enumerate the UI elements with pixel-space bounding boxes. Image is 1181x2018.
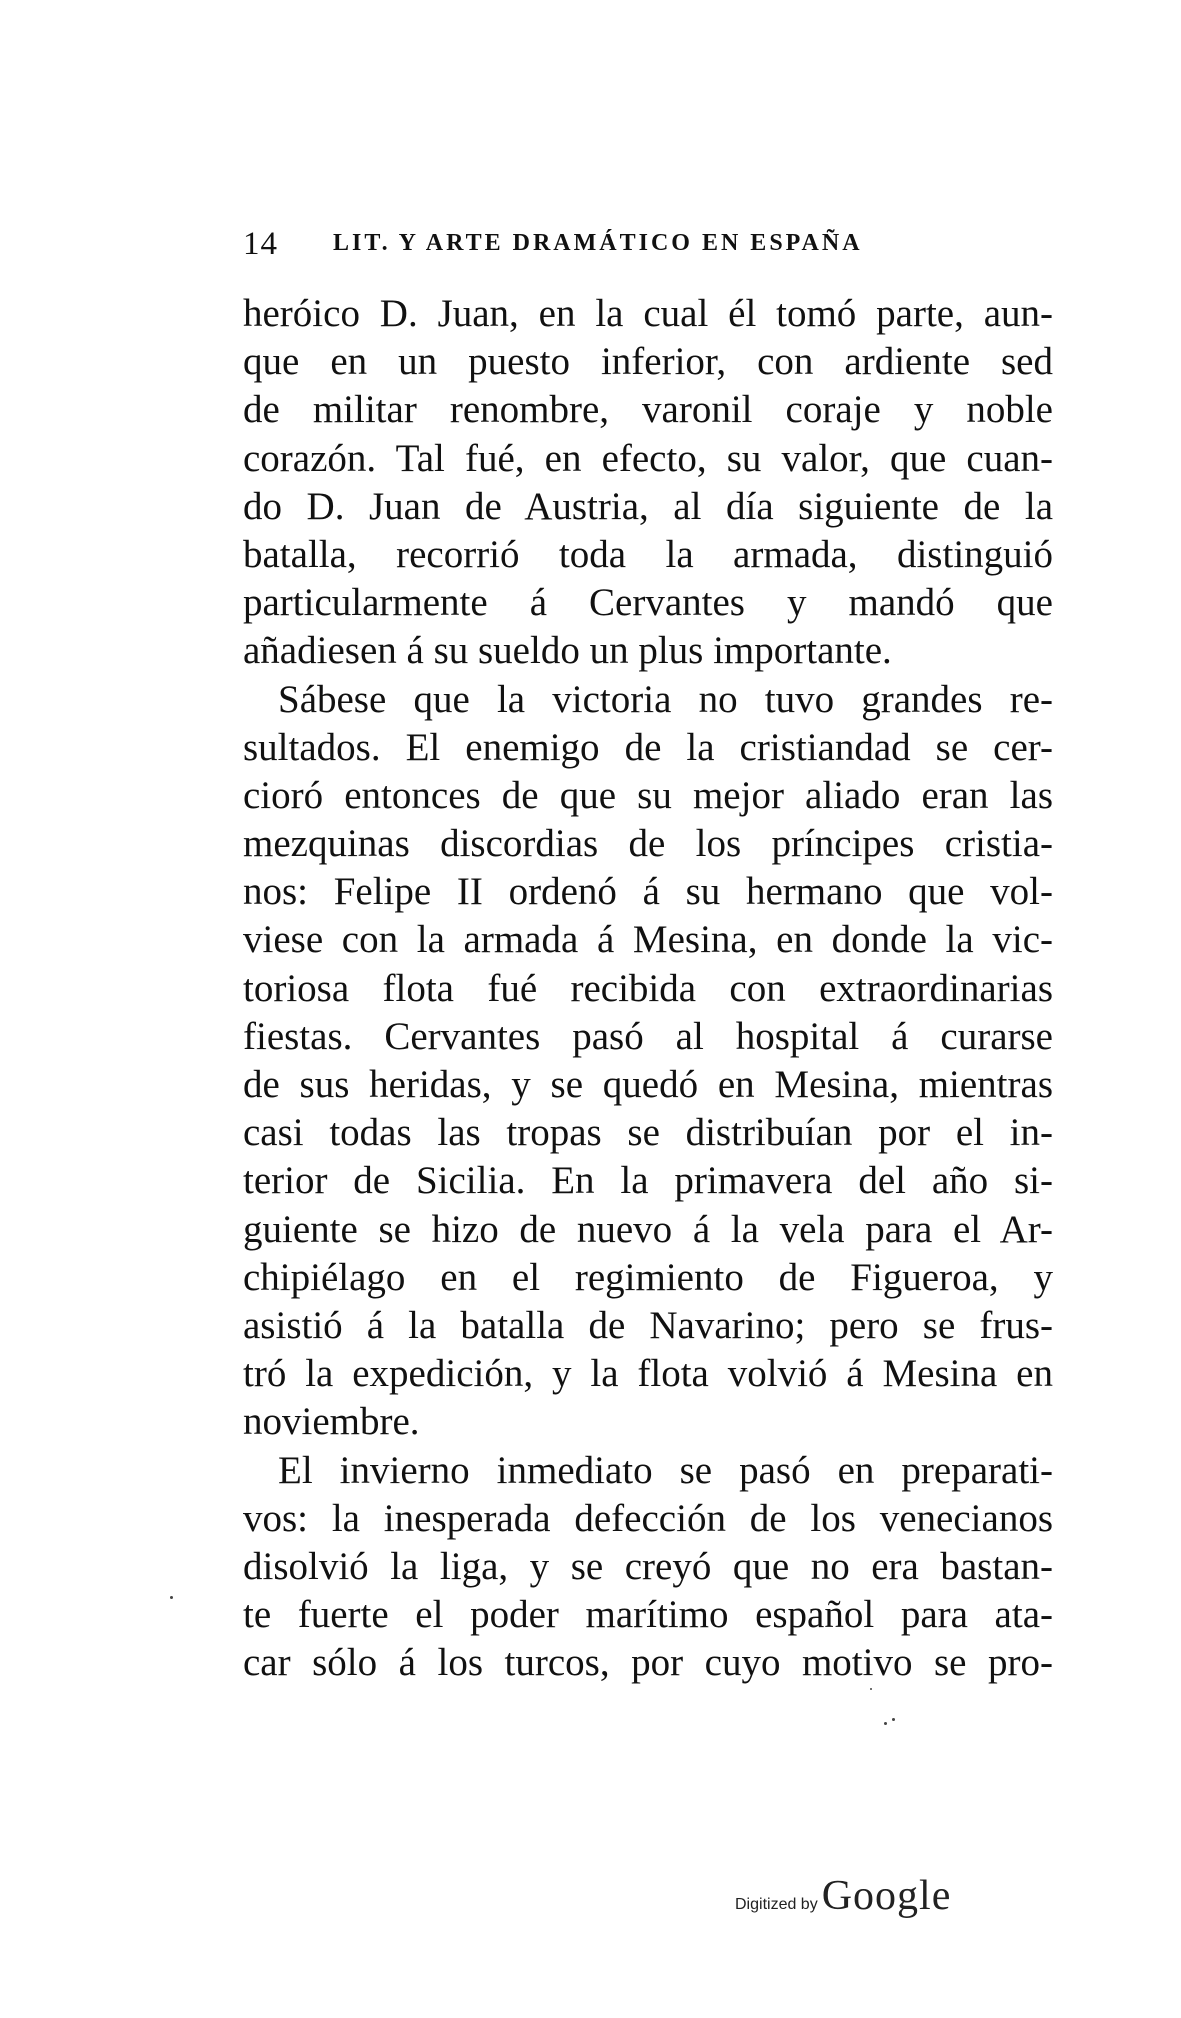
paper-speck	[170, 1596, 173, 1599]
text-line: te fuerte el poder marítimo español para ata-	[243, 1593, 1053, 1637]
text-line: cioró entonces de que su mejor aliado eran las	[243, 773, 1053, 817]
text-line: sultados. El enemigo de la cristiandad se cer-	[243, 725, 1053, 769]
digitized-by-watermark	[735, 1872, 951, 1920]
paper-speck	[892, 1718, 895, 1721]
text-line: batalla, recorrió toda la armada, distinguió	[243, 532, 1053, 576]
paper-speck	[870, 1688, 872, 1690]
paragraph-1	[243, 290, 1053, 676]
paragraph-3	[243, 1447, 1053, 1688]
text-line: vos: la inesperada defección de los venecianos	[243, 1496, 1053, 1540]
text-line: do D. Juan de Austria, al día siguiente de la	[243, 484, 1053, 528]
text-line: fiestas. Cervantes pasó al hospital á curarse	[243, 1014, 1053, 1058]
text-line: El invierno inmediato se pasó en preparati-	[278, 1448, 1053, 1492]
text-line: tró la expedición, y la flota volvió á Mesina en	[243, 1352, 1053, 1396]
text-line: disolvió la liga, y se creyó que no era bastan-	[243, 1544, 1053, 1588]
body-text	[243, 290, 1053, 1687]
google-logo-text: Google	[821, 1873, 952, 1919]
paragraph-2	[243, 676, 1053, 1447]
text-line: nos: Felipe II ordenó á su hermano que vol-	[243, 870, 1053, 914]
paper-speck	[884, 1722, 887, 1725]
text-line: mezquinas discordias de los príncipes cristia-	[243, 822, 1053, 866]
text-line: heróico D. Juan, en la cual él tomó parte, aun-	[243, 292, 1053, 335]
text-line: asistió á la batalla de Navarino; pero se frus-	[243, 1303, 1053, 1347]
text-line: Sábese que la victoria no tuvo grandes re-	[278, 677, 1053, 721]
text-line: añadiesen á su sueldo un plus importante.	[243, 629, 892, 673]
text-line: car sólo á los turcos, por cuyo motivo se pro-	[243, 1641, 1053, 1685]
text-line: casi todas las tropas se distribuían por el in-	[243, 1111, 1053, 1155]
text-line: terior de Sicilia. En la primavera del año si-	[243, 1159, 1053, 1203]
text-line: corazón. Tal fué, en efecto, su valor, que cuan-	[243, 436, 1053, 480]
running-head	[243, 226, 1043, 270]
text-line: de militar renombre, varonil coraje y noble	[243, 388, 1053, 432]
text-line: de sus heridas, y se quedó en Mesina, mientras	[243, 1063, 1053, 1106]
text-line: chipiélago en el regimiento de Figueroa, y	[243, 1255, 1053, 1299]
text-line: guiente se hizo de nuevo á la vela para el Ar-	[243, 1207, 1053, 1251]
running-head-title: LIT. Y ARTE DRAMÁTICO EN ESPAÑA	[333, 230, 863, 256]
digitized-label: Digitized by	[735, 1896, 818, 1913]
text-line: toriosa flota fué recibida con extraordinarias	[243, 966, 1053, 1010]
text-line: viese con la armada á Mesina, en donde la vic-	[243, 918, 1053, 962]
text-line: que en un puesto inferior, con ardiente sed	[243, 340, 1053, 384]
page-number: 14	[243, 226, 278, 262]
text-line: noviembre.	[243, 1400, 420, 1444]
text-line: particularmente á Cervantes y mandó que	[243, 581, 1053, 625]
